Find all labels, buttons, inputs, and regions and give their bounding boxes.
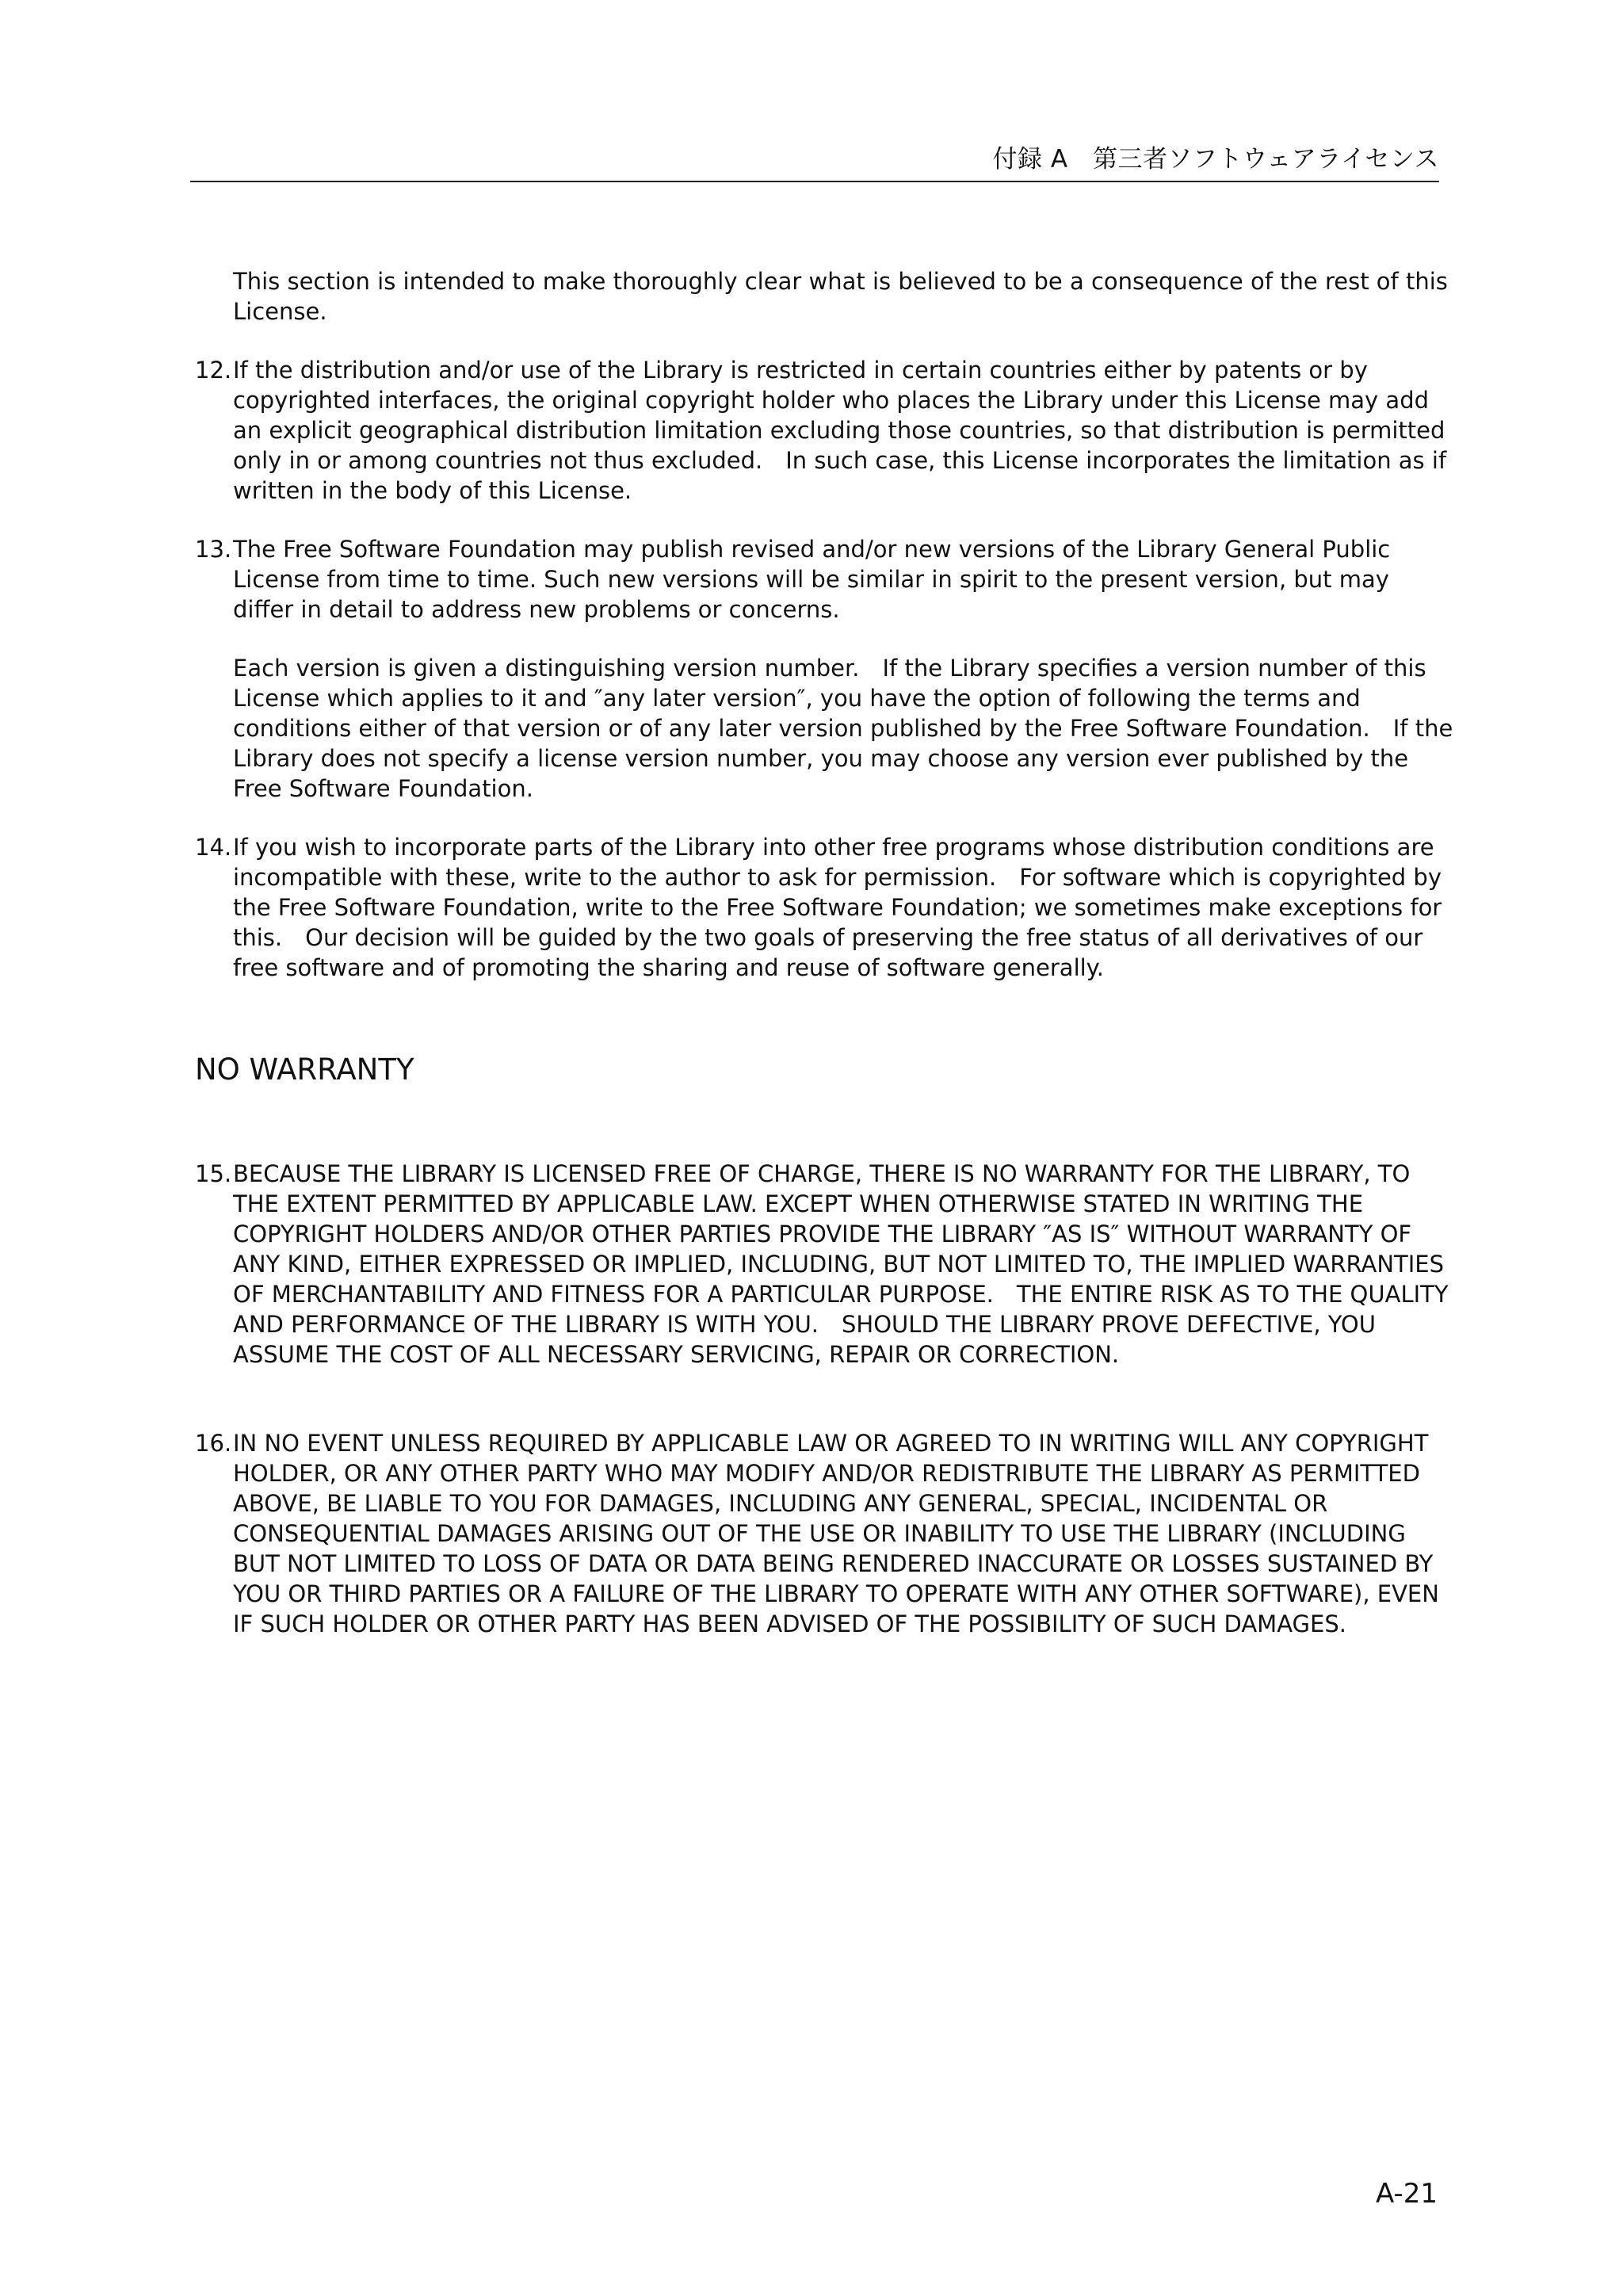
license-item-13-continued	[195, 653, 1455, 804]
license-item-12	[195, 355, 1455, 506]
page-number: A-21	[1375, 2178, 1438, 2210]
item-text: The Free Software Foundation may publish revised and/or new versions of the Library General Public License from time to time. Such new versions will be similar in spirit to the present version, but may differ in detail to address new problems or concerns.	[233, 536, 1391, 623]
license-item-13	[195, 534, 1455, 625]
header-title: 付録 A 第三者ソフトウェアライセンス	[992, 145, 1439, 174]
item-number: 13.	[195, 536, 232, 563]
warranty-item-16	[195, 1428, 1455, 1639]
item-text: BECAUSE THE LIBRARY IS LICENSED FREE OF CHARGE, THERE IS NO WARRANTY FOR THE LIBRARY, TO THE EXTENT PERMITTED BY APPLICABLE LAW. EXCEPT WHEN OTHERWISE STATED IN WRITING THE COPYRIGHT HOLDERS AND/OR OTHER PARTIES PROVIDE THE LIBRARY ″AS IS″ WITHOUT WARRANTY OF ANY KIND, EITHER EXPRESSED OR IMPLIED, INCLUDING, BUT NOT LIMITED TO, THE IMPLIED WARRANTIES OF MERCHANTABILITY AND FITNESS FOR A PARTICULAR PURPOSE. THE ENTIRE RISK AS TO THE QUALITY AND PERFORMANCE OF THE LIBRARY IS WITH YOU. SHOULD THE LIBRARY PROVE DEFECTIVE, YOU ASSUME THE COST OF ALL NECESSARY SERVICING, REPAIR OR CORRECTION.	[233, 1160, 1449, 1368]
item-text: IN NO EVENT UNLESS REQUIRED BY APPLICABLE LAW OR AGREED TO IN WRITING WILL ANY COPYRIGHT HOLDER, OR ANY OTHER PARTY WHO MAY MODIFY AND/OR REDISTRIBUTE THE LIBRARY AS PERMITTED ABOVE, BE LIABLE TO YOU FOR DAMAGES, INCLUDING ANY GENERAL, SPECIAL, INCIDENTAL OR CONSEQUENTIAL DAMAGES ARISING OUT OF THE USE OR INABILITY TO USE THE LIBRARY (INCLUDING BUT NOT LIMITED TO LOSS OF DATA OR DATA BEING RENDERED INACCURATE OR LOSSES SUSTAINED BY YOU OR THIRD PARTIES OR A FAILURE OF THE LIBRARY TO OPERATE WITH ANY OTHER SOFTWARE), EVEN IF SUCH HOLDER OR OTHER PARTY HAS BEEN ADVISED OF THE POSSIBILITY OF SUCH DAMAGES.	[233, 1430, 1439, 1637]
warranty-item-15	[195, 1159, 1455, 1370]
item-text: If the distribution and/or use of the Library is restricted in certain countries either by patents or by copyrighted interfaces, the original copyright holder who places the Library under this License may add an explicit geographical distribution limitation excluding those countries, so that distribution is permitted only in or among countries not thus excluded. In such case, this License incorporates the limitation as if written in the body of this License.	[233, 357, 1447, 504]
item-number: 14.	[195, 834, 232, 861]
section-heading-no-warranty: NO WARRANTY	[195, 1052, 414, 1087]
page-header	[190, 139, 1439, 182]
item-number: 16.	[195, 1430, 232, 1457]
item-number: 12.	[195, 357, 232, 384]
intro-paragraph: This section is intended to make thoroughly clear what is believed to be a consequence of the rest of this License.	[233, 268, 1448, 325]
license-item-14	[195, 832, 1455, 983]
item-text: Each version is given a distinguishing version number. If the Library specifies a version number of this License which applies to it and ″any later version″, you have the option of following the terms and conditions either of that version or of any later version published by the Free Software Foundation. If the Library does not specify a license version number, you may choose any version ever published by the Free Software Foundation.	[233, 655, 1453, 802]
item-text: If you wish to incorporate parts of the Library into other free programs whose distribution conditions are incompatible with these, write to the author to ask for permission. For software which is copyrighted by the Free Software Foundation, write to the Free Software Foundation; we sometimes make exceptions for this. Our decision will be guided by the two goals of preserving the free status of all derivatives of our free software and of promoting the sharing and reuse of software generally.	[233, 834, 1442, 981]
item-number: 15.	[195, 1160, 232, 1187]
